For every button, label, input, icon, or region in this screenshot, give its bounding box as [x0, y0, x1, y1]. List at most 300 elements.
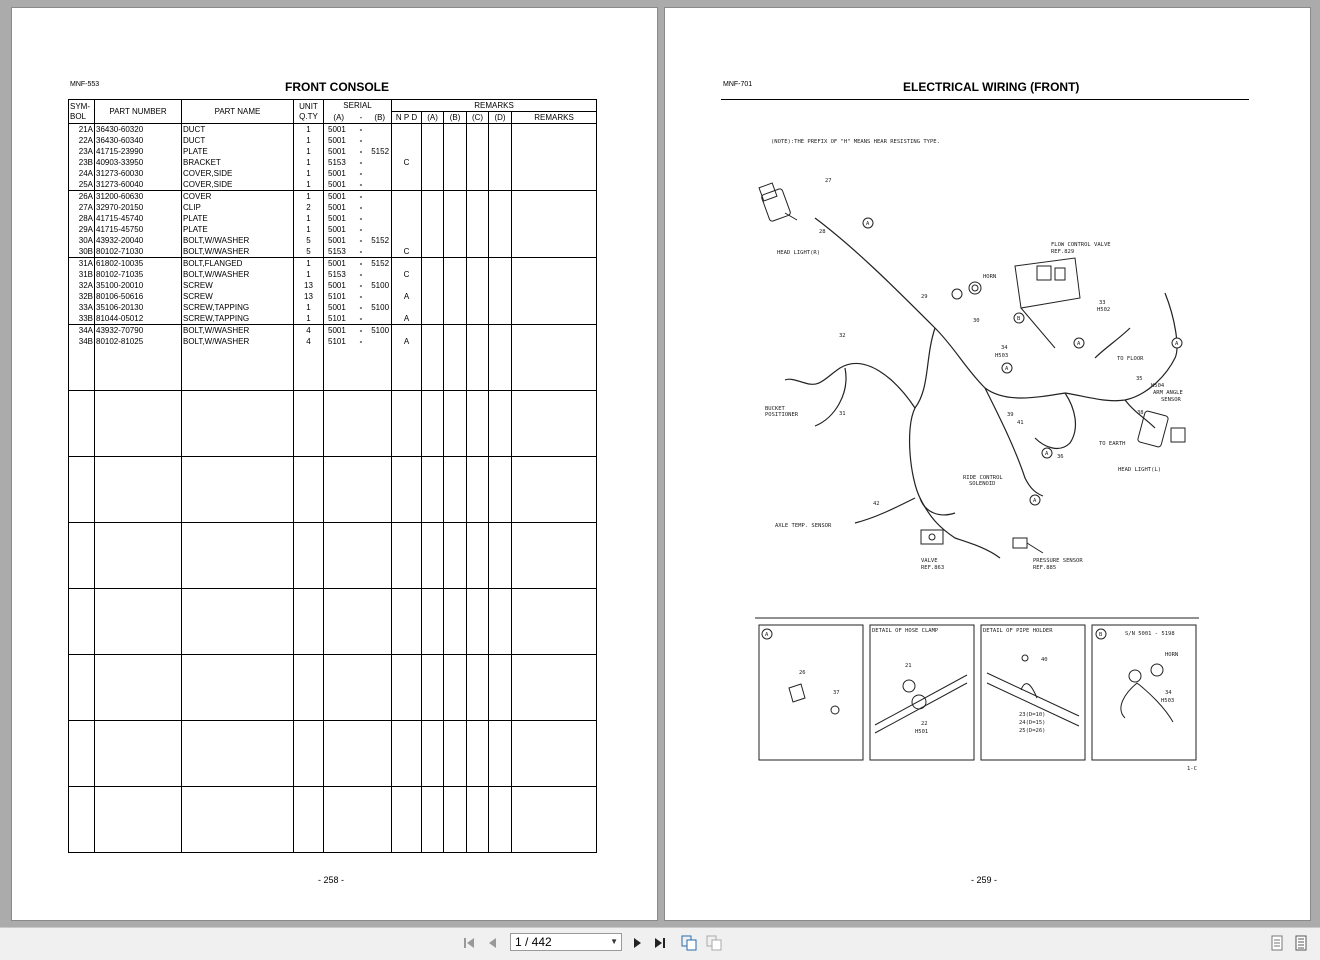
- cell-part-number: 61802-10035: [95, 258, 182, 270]
- empty-cell: [467, 391, 489, 457]
- empty-cell: [444, 457, 467, 523]
- cell-remark: [422, 246, 444, 258]
- empty-cell: [324, 721, 354, 787]
- label-h502: H502: [1097, 307, 1111, 313]
- cell-remark: [467, 146, 489, 157]
- empty-cell: [512, 457, 597, 523]
- svg-text:A: A: [765, 632, 769, 638]
- cell-remark: [489, 213, 512, 224]
- empty-cell: [422, 523, 444, 589]
- cell-qty: 13: [294, 280, 324, 291]
- empty-cell: [444, 787, 467, 853]
- cell-remark: [444, 246, 467, 258]
- table-row: [69, 302, 597, 313]
- empty-cell: [392, 589, 422, 655]
- svg-text:A: A: [1175, 341, 1179, 347]
- cell-remark: [444, 258, 467, 270]
- empty-cell: [354, 457, 369, 523]
- label-num-34: 34: [1165, 690, 1172, 696]
- cell-symbol: 21A: [69, 124, 95, 136]
- cell-remark: [444, 124, 467, 136]
- empty-cell: [69, 787, 95, 853]
- first-page-button[interactable]: [460, 934, 478, 952]
- header-part-number: PART NUMBER: [95, 100, 182, 124]
- label-num-40: 40: [1041, 657, 1048, 663]
- empty-cell: [95, 391, 182, 457]
- cell-remark: [512, 325, 597, 337]
- empty-cell: [369, 787, 392, 853]
- wiring-diagram: [725, 118, 1215, 778]
- table-row: [69, 179, 597, 191]
- svg-text:32: 32: [839, 333, 846, 339]
- label-solenoid: SOLENOID: [969, 481, 996, 487]
- cell-serial-a: 5101: [324, 291, 354, 302]
- detail-box-a: [762, 629, 840, 714]
- wiring-harness: [785, 218, 1177, 558]
- cell-remark: [512, 135, 597, 146]
- svg-text:A: A: [1077, 341, 1081, 347]
- cell-symbol: 30B: [69, 246, 95, 258]
- cell-remark: [467, 191, 489, 203]
- cell-part-number: 43932-70790: [95, 325, 182, 337]
- cell-serial-dash: -: [359, 125, 363, 134]
- cell-part-name: DUCT: [182, 124, 294, 136]
- empty-cell: [392, 391, 422, 457]
- label-h503-b: H503: [1161, 698, 1175, 704]
- cell-npd: [392, 302, 422, 313]
- label-to-floor: TO FLOOR: [1117, 356, 1144, 362]
- cell-symbol: 32B: [69, 291, 95, 302]
- empty-cell: [294, 721, 324, 787]
- label-ride-control: RIDE CONTROL: [963, 475, 1003, 481]
- cell-part-name: BOLT,W/WASHER: [182, 235, 294, 246]
- header-serial: SERIAL: [324, 100, 392, 112]
- cell-remark: [489, 269, 512, 280]
- cell-part-name: BOLT,W/WASHER: [182, 269, 294, 280]
- empty-cell: [422, 589, 444, 655]
- cell-serial-b: 5100: [369, 280, 392, 291]
- svg-text:35: 35: [1136, 376, 1143, 382]
- svg-text:33: 33: [1099, 300, 1106, 306]
- cell-symbol: 29A: [69, 224, 95, 235]
- cell-remark: [489, 124, 512, 136]
- cell-remark: [467, 336, 489, 347]
- empty-cell: [354, 391, 369, 457]
- empty-cell: [182, 787, 294, 853]
- cell-remark: [422, 280, 444, 291]
- cell-qty: 1: [294, 157, 324, 168]
- cell-serial-a: 5001: [324, 202, 354, 213]
- cell-remark: [422, 191, 444, 203]
- empty-cell: [422, 391, 444, 457]
- cell-qty: 1: [294, 224, 324, 235]
- empty-cell: [354, 655, 369, 721]
- cell-serial-b: [369, 179, 392, 191]
- cell-symbol: 24A: [69, 168, 95, 179]
- cell-npd: [392, 258, 422, 270]
- label-axle-temp-sensor: AXLE TEMP. SENSOR: [775, 523, 832, 529]
- header-serial-dash: -: [354, 112, 369, 124]
- cell-remark: [489, 179, 512, 191]
- page-number: - 258 -: [318, 875, 345, 885]
- cell-serial-dash: -: [359, 259, 363, 268]
- cell-part-name: PLATE: [182, 146, 294, 157]
- diagram-note: (NOTE):THE PREFIX OF "H" MEANS HEAR RESISTING TYPE.: [771, 139, 940, 145]
- cell-remark: [422, 313, 444, 325]
- empty-cell: [369, 347, 392, 391]
- cell-remark: [444, 202, 467, 213]
- cell-remark: [467, 213, 489, 224]
- cell-serial-b: [369, 291, 392, 302]
- table-row: [69, 224, 597, 235]
- empty-cell: [324, 347, 354, 391]
- cell-remark: [512, 246, 597, 258]
- header-rem-c: (C): [467, 112, 489, 124]
- cell-remark: [489, 336, 512, 347]
- cell-remark: [422, 269, 444, 280]
- cell-part-number: 41715-45750: [95, 224, 182, 235]
- cell-serial-dash: -: [359, 158, 363, 167]
- label-ref-885: REF.885: [1033, 565, 1057, 571]
- prev-page-button[interactable]: [484, 934, 502, 952]
- head-light-l-icon: [1137, 410, 1185, 447]
- cell-npd: [392, 124, 422, 136]
- table-row: [69, 325, 597, 337]
- cell-qty: 1: [294, 313, 324, 325]
- table-row: [69, 135, 597, 146]
- empty-cell: [324, 523, 354, 589]
- header-npd: N P D: [392, 112, 422, 124]
- cell-remark: [467, 269, 489, 280]
- label-h503: H503: [995, 353, 1009, 359]
- empty-cell: [354, 523, 369, 589]
- cell-serial-a: 5001: [324, 235, 354, 246]
- cell-remark: [444, 269, 467, 280]
- empty-cell: [422, 721, 444, 787]
- label-sizes-23: 23(D=10): [1019, 712, 1046, 718]
- empty-cell: [369, 655, 392, 721]
- chevron-down-icon: ▼: [610, 937, 618, 946]
- cell-part-number: 41715-23990: [95, 146, 182, 157]
- cell-symbol: 34A: [69, 325, 95, 337]
- cell-serial-dash: -: [359, 337, 363, 346]
- last-page-button[interactable]: [652, 934, 670, 952]
- left-page: [11, 7, 658, 921]
- cell-remark: [489, 313, 512, 325]
- view-pages-button[interactable]: [680, 934, 698, 952]
- first-page-icon: [462, 936, 476, 950]
- cell-remark: [422, 124, 444, 136]
- table-row: [69, 146, 597, 157]
- cell-symbol: 31B: [69, 269, 95, 280]
- cell-symbol: 26A: [69, 191, 95, 203]
- empty-cell: [324, 589, 354, 655]
- cell-symbol: 30A: [69, 235, 95, 246]
- cell-remark: [512, 179, 597, 191]
- cell-remark: [444, 313, 467, 325]
- continuous-page-icon: [1294, 935, 1308, 951]
- empty-cell: [392, 523, 422, 589]
- empty-cell: [69, 655, 95, 721]
- empty-cell: [182, 391, 294, 457]
- table-row: [69, 213, 597, 224]
- cell-remark: [422, 336, 444, 347]
- empty-table-group: [69, 589, 597, 655]
- empty-cell: [182, 457, 294, 523]
- single-page-icon: [1270, 935, 1284, 951]
- empty-cell: [69, 391, 95, 457]
- empty-cell: [467, 457, 489, 523]
- empty-cell: [69, 347, 95, 391]
- empty-cell: [467, 347, 489, 391]
- cell-qty: 13: [294, 291, 324, 302]
- empty-cell: [467, 589, 489, 655]
- label-bucket: BUCKET: [765, 406, 785, 412]
- cell-remark: [489, 325, 512, 337]
- title-rule: [721, 99, 1249, 100]
- cell-remark: [422, 179, 444, 191]
- cell-serial-dash: -: [354, 246, 369, 258]
- header-unit-qty: UNIT Q.TY: [294, 100, 324, 124]
- view-pages-alt-button[interactable]: [705, 934, 723, 952]
- empty-cell: [354, 787, 369, 853]
- cell-serial-a: 5001: [324, 302, 354, 313]
- cell-npd: [392, 280, 422, 291]
- table-row: [69, 269, 597, 280]
- empty-cell: [512, 787, 597, 853]
- svg-text:27: 27: [825, 178, 832, 184]
- cell-remark: [512, 213, 597, 224]
- cell-part-name: PLATE: [182, 224, 294, 235]
- cell-remark: [489, 146, 512, 157]
- cell-remark: [467, 302, 489, 313]
- cell-symbol: 34B: [69, 336, 95, 347]
- next-page-button[interactable]: [628, 934, 646, 952]
- cell-remark: [422, 302, 444, 313]
- cell-remark: [467, 202, 489, 213]
- cell-remark: [512, 302, 597, 313]
- cell-remark: [512, 235, 597, 246]
- cell-serial-dash: -: [359, 292, 363, 301]
- cell-serial-dash: -: [354, 179, 369, 191]
- cell-qty: 1: [294, 179, 324, 191]
- cell-serial-b: 5152: [369, 146, 392, 157]
- empty-table-group: [69, 391, 597, 457]
- empty-cell: [324, 391, 354, 457]
- cell-part-name: BRACKET: [182, 157, 294, 168]
- cell-serial-b: [369, 168, 392, 179]
- header-part-name: PART NAME: [182, 100, 294, 124]
- cell-remark: [512, 313, 597, 325]
- cell-part-number: 41715-45740: [95, 213, 182, 224]
- cell-remark: [467, 325, 489, 337]
- prev-page-icon: [486, 936, 500, 950]
- cell-serial-b: [369, 224, 392, 235]
- page-indicator: 1 / 442: [515, 935, 552, 949]
- cell-part-number: 31200-60630: [95, 191, 182, 203]
- header-serial-a: (A): [324, 112, 354, 124]
- cell-remark: [444, 157, 467, 168]
- cell-part-number: 80102-71035: [95, 269, 182, 280]
- cell-part-number: 36430-60340: [95, 135, 182, 146]
- cell-serial-b: [369, 157, 392, 168]
- empty-cell: [467, 655, 489, 721]
- empty-cell: [294, 589, 324, 655]
- cell-serial-a: 5153: [324, 269, 354, 280]
- cell-remark: [444, 224, 467, 235]
- continuous-view-button[interactable]: [1292, 934, 1310, 952]
- label-h504: H504: [1151, 383, 1165, 389]
- table-row: [69, 157, 597, 168]
- empty-table-group: [69, 787, 597, 853]
- empty-cell: [512, 391, 597, 457]
- empty-cell: [69, 721, 95, 787]
- table-row: [69, 124, 597, 136]
- cell-remark: [422, 135, 444, 146]
- svg-text:26: 26: [799, 670, 806, 676]
- cell-part-number: 40903-33950: [95, 157, 182, 168]
- single-page-view-button[interactable]: [1268, 934, 1286, 952]
- cell-remark: [512, 291, 597, 302]
- cell-serial-a: 5001: [324, 191, 354, 203]
- cell-part-name: SCREW,TAPPING: [182, 313, 294, 325]
- cell-remark: [467, 291, 489, 302]
- empty-cell: [467, 523, 489, 589]
- cell-remark: [444, 135, 467, 146]
- copy-pages-icon: [681, 935, 697, 951]
- cell-qty: 1: [294, 269, 324, 280]
- empty-cell: [444, 347, 467, 391]
- cell-symbol: 23A: [69, 146, 95, 157]
- empty-cell: [95, 457, 182, 523]
- cell-qty: 1: [294, 146, 324, 157]
- flow-control-valve-icon: [1015, 258, 1080, 348]
- empty-cell: [422, 655, 444, 721]
- table-row: [69, 280, 597, 291]
- empty-cell: [467, 721, 489, 787]
- svg-text:34: 34: [1001, 345, 1008, 351]
- label-sizes-25: 25(D=26): [1019, 728, 1046, 734]
- cell-part-number: 31273-60040: [95, 179, 182, 191]
- empty-cell: [392, 457, 422, 523]
- svg-text:42: 42: [873, 501, 880, 507]
- empty-cell: [489, 457, 512, 523]
- empty-cell: [294, 347, 324, 391]
- empty-cell: [182, 589, 294, 655]
- cell-qty: 4: [294, 336, 324, 347]
- empty-cell: [422, 347, 444, 391]
- empty-cell: [489, 523, 512, 589]
- cell-part-name: BOLT,W/WASHER: [182, 336, 294, 347]
- cell-serial-a: 5001: [324, 224, 354, 235]
- empty-cell: [95, 589, 182, 655]
- cell-part-name: CLIP: [182, 202, 294, 213]
- cell-npd: [392, 202, 422, 213]
- label-pressure-sensor: PRESSURE SENSOR: [1033, 558, 1083, 564]
- cell-serial-b: 5152: [369, 235, 392, 246]
- cell-remark: [489, 135, 512, 146]
- page-title: ELECTRICAL WIRING (FRONT): [903, 80, 1080, 94]
- empty-cell: [324, 787, 354, 853]
- empty-cell: [369, 391, 392, 457]
- cell-part-name: COVER: [182, 191, 294, 203]
- cell-remark: [512, 336, 597, 347]
- cell-serial-b: [369, 269, 392, 280]
- cell-remark: [512, 191, 597, 203]
- empty-table-group: [69, 523, 597, 589]
- svg-text:B: B: [1017, 316, 1021, 322]
- header-remarks: REMARKS: [392, 100, 597, 112]
- cell-remark: [422, 224, 444, 235]
- empty-cell: [324, 457, 354, 523]
- cell-remark: [489, 291, 512, 302]
- cell-qty: 1: [294, 124, 324, 136]
- pressure-sensor-icon: [1013, 538, 1043, 553]
- cell-remark: [467, 179, 489, 191]
- empty-cell: [369, 457, 392, 523]
- empty-table-group: [69, 457, 597, 523]
- empty-cell: [489, 655, 512, 721]
- cell-serial-a: 5001: [324, 179, 354, 191]
- label-head-light-l: HEAD LIGHT(L): [1118, 467, 1162, 473]
- label-valve: VALVE: [921, 558, 938, 564]
- svg-text:41: 41: [1017, 420, 1024, 426]
- label-positioner: POSITIONER: [765, 412, 799, 418]
- cell-symbol: 22A: [69, 135, 95, 146]
- cell-remark: [489, 302, 512, 313]
- cell-serial-dash: -: [359, 326, 363, 335]
- cell-remark: [489, 235, 512, 246]
- cell-npd: [392, 191, 422, 203]
- page-number-input[interactable]: [510, 933, 622, 951]
- cell-part-name: SCREW,TAPPING: [182, 302, 294, 313]
- cell-remark: [422, 213, 444, 224]
- next-page-icon: [630, 936, 644, 950]
- cell-part-name: SCREW: [182, 291, 294, 302]
- svg-text:31: 31: [839, 411, 846, 417]
- header-rem-a: (A): [422, 112, 444, 124]
- cell-npd: A: [392, 336, 422, 347]
- header-symbol: SYM- BOL: [69, 100, 95, 124]
- label-horn-b: HORN: [1165, 652, 1179, 658]
- empty-cell: [444, 523, 467, 589]
- cell-part-name: SCREW: [182, 280, 294, 291]
- svg-text:A: A: [1005, 366, 1009, 372]
- empty-cell: [182, 347, 294, 391]
- cell-npd: [392, 235, 422, 246]
- cell-serial-b: [369, 336, 392, 347]
- page-code: MNF-553: [70, 81, 100, 88]
- cell-remark: [422, 157, 444, 168]
- cell-remark: [444, 235, 467, 246]
- cell-remark: [467, 313, 489, 325]
- label-corner: 1-C: [1187, 766, 1197, 772]
- table-row: [69, 246, 597, 258]
- cell-serial-a: 5001: [324, 258, 354, 270]
- cell-remark: [512, 224, 597, 235]
- table-row: [69, 336, 597, 347]
- empty-cell: [369, 523, 392, 589]
- cell-symbol: 31A: [69, 258, 95, 270]
- cell-npd: [392, 135, 422, 146]
- cell-part-name: PLATE: [182, 213, 294, 224]
- cell-remark: [489, 157, 512, 168]
- right-page: [664, 7, 1311, 921]
- label-num-21: 21: [905, 663, 912, 669]
- cell-part-number: 80102-71030: [95, 246, 182, 258]
- cell-remark: [444, 179, 467, 191]
- cell-serial-b: [369, 202, 392, 213]
